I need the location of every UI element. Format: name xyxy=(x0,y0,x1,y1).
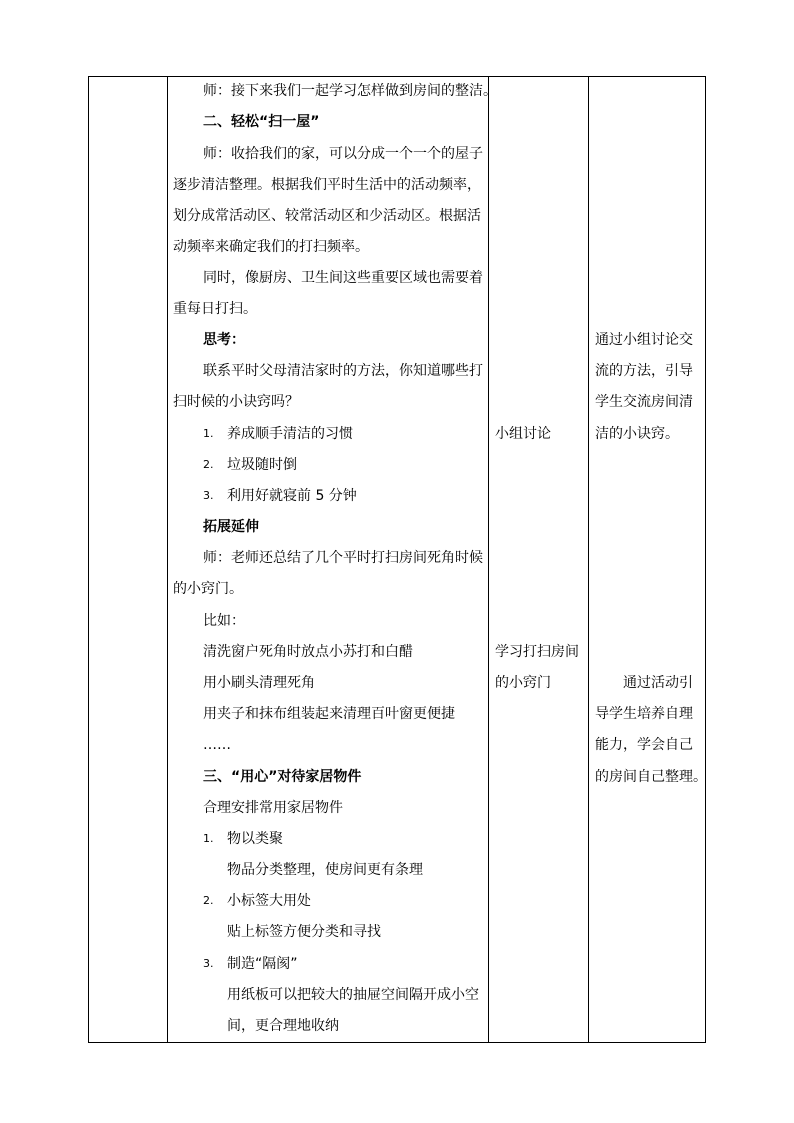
example-item: 用夹子和抹布组装起来清理百叶窗更便捷 xyxy=(203,706,455,722)
list-number: 3. xyxy=(203,957,214,970)
item-description: 物品分类整理，使房间更有条理 xyxy=(227,862,423,878)
item-description: 间，更合理地收纳 xyxy=(227,1018,339,1034)
list-number: 2. xyxy=(203,894,214,907)
section2-heading: 二、轻松“扫一屋” xyxy=(203,114,320,130)
paragraph-line: 联系平时父母清洁家时的方法，你知道哪些打 xyxy=(203,363,483,379)
list-number: 1. xyxy=(203,832,214,845)
design-intent-line: 通过小组讨论交 xyxy=(595,332,693,348)
think-heading: 思考： xyxy=(203,332,245,348)
design-intent-line: 导学生培养自理 xyxy=(595,706,693,722)
item-title: 物以类聚 xyxy=(227,831,283,847)
example-item: 清洗窗户死角时放点小苏打和白醋 xyxy=(203,644,413,660)
paragraph-line: 扫时候的小诀窍吗？ xyxy=(173,394,299,410)
example-item: 用小刷头清理死角 xyxy=(203,675,315,691)
paragraph-line: 划分成常活动区、较常活动区和少活动区。根据活 xyxy=(173,208,481,224)
student-activity: 学习打扫房间 xyxy=(495,644,579,660)
extend-heading: 拓展延伸 xyxy=(203,519,259,535)
design-intent-line: 的房间自己整理。 xyxy=(595,769,707,785)
column-divider-3 xyxy=(588,76,589,1043)
paragraph-line: 师：老师还总结了几个平时打扫房间死角时候 xyxy=(203,550,483,566)
paragraph-line: 的小窍门。 xyxy=(173,581,243,597)
design-intent-line: 通过活动引 xyxy=(623,675,693,691)
list-number: 2. xyxy=(203,458,214,471)
student-activity: 小组讨论 xyxy=(495,426,551,442)
list-number: 3. xyxy=(203,489,214,502)
section3-subtitle: 合理安排常用家居物件 xyxy=(203,800,343,816)
column-divider-1 xyxy=(167,76,168,1043)
paragraph-line: 逐步清洁整理。根据我们平时生活中的活动频率， xyxy=(173,177,481,193)
item-description: 贴上标签方便分类和寻找 xyxy=(227,924,381,940)
list-item: 养成顺手清洁的习惯 xyxy=(227,426,353,442)
item-title: 小标签大用处 xyxy=(227,893,311,909)
example-label: 比如： xyxy=(203,613,245,629)
item-title: 制造“隔阂” xyxy=(227,956,298,972)
example-ellipsis: …… xyxy=(203,737,231,753)
paragraph-line: 重每日打扫。 xyxy=(173,301,257,317)
item-description: 用纸板可以把较大的抽屉空间隔开成小空 xyxy=(227,987,479,1003)
paragraph-line: 动频率来确定我们的打扫频率。 xyxy=(173,239,369,255)
design-intent-line: 流的方法，引导 xyxy=(595,363,693,379)
student-activity: 的小窍门 xyxy=(495,675,551,691)
list-item: 利用好就寝前 5 分钟 xyxy=(227,488,357,504)
list-item: 垃圾随时倒 xyxy=(227,457,297,473)
section3-heading: 三、“用心”对待家居物件 xyxy=(203,769,362,785)
design-intent-line: 学生交流房间清 xyxy=(595,394,693,410)
design-intent-line: 洁的小诀窍。 xyxy=(595,426,679,442)
paragraph-line: 师：收拾我们的家，可以分成一个一个的屋子 xyxy=(203,146,483,162)
list-number: 1. xyxy=(203,427,214,440)
intro-text: 师：接下来我们一起学习怎样做到房间的整洁。 xyxy=(203,83,497,99)
paragraph-line: 同时，像厨房、卫生间这些重要区域也需要着 xyxy=(203,270,483,286)
design-intent-line: 能力，学会自己 xyxy=(595,737,693,753)
column-divider-2 xyxy=(488,76,489,1043)
